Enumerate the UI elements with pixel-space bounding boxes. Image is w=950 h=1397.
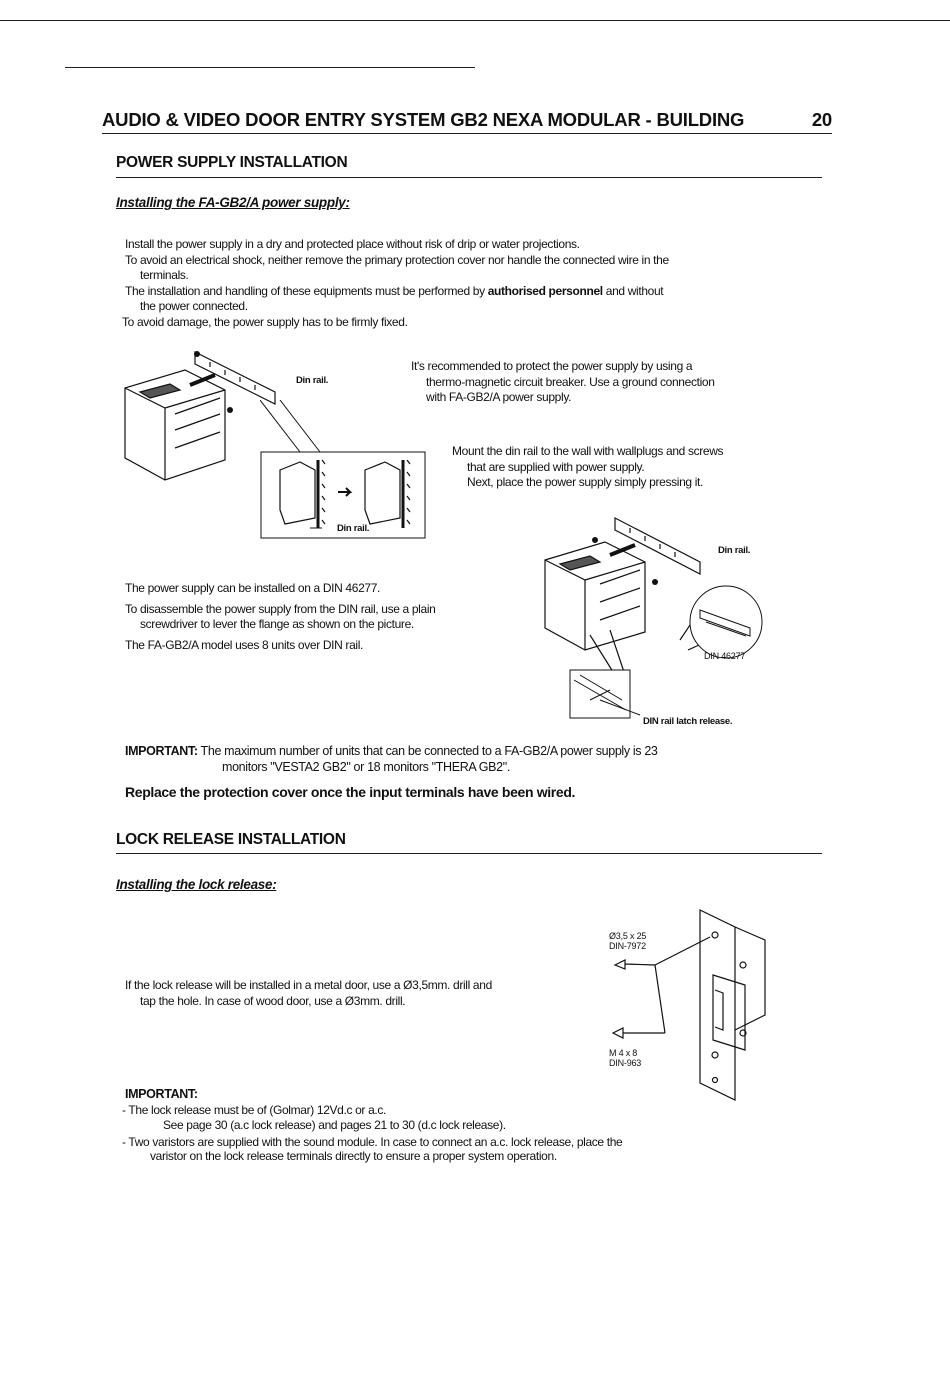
screw-label-1 [609, 931, 646, 951]
din-line-2: To disassemble the power supply from the DIN rail, use a plain [125, 601, 436, 616]
page-title-text: AUDIO & VIDEO DOOR ENTRY SYSTEM GB2 NEXA MODULAR - BUILDING [102, 109, 745, 130]
lock-important-line-2: See page 30 (a.c lock release) and pages 21 to 30 (d.c lock release). [163, 1118, 506, 1132]
mount-text [452, 444, 832, 491]
page-number: 20 [811, 109, 832, 130]
lock-release-subheading: Installing the lock release: [116, 877, 277, 892]
intro-line-2: To avoid an electrical shock, neither remove the primary protection cover nor handle the connected wire in the [125, 252, 669, 267]
screw-label-2a: M 4 x 8 [609, 1048, 638, 1058]
power-important-line-1: The maximum number of units that can be connected to a FA-GB2/A power supply is 23 [197, 744, 658, 758]
top-border-line [0, 20, 950, 21]
drill-line-2: tap the hole. In case of wood door, use a Ø3mm. drill. [140, 993, 406, 1008]
drill-line-1: If the lock release will be installed in a metal door, use a Ø3,5mm. drill and [125, 978, 492, 992]
din-text [125, 581, 525, 653]
screw-label-2b: DIN-963 [609, 1058, 642, 1068]
lock-release-heading-rule [116, 853, 822, 854]
intro-line-2b: terminals. [140, 268, 189, 282]
recommend-line-3: with FA-GB2/A power supply. [426, 390, 572, 404]
mount-line-3: Next, place the power supply simply pressing it. [467, 475, 703, 489]
screw-label-1a: Ø3,5 x 25 [609, 931, 647, 941]
power-important-line-2: monitors "VESTA2 GB2" or 18 monitors "THERA GB2". [222, 759, 510, 774]
recommend-line-2: thermo-magnetic circuit breaker. Use a ground connection [426, 374, 715, 389]
din-line-2b: screwdriver to lever the flange as shown on the picture. [140, 617, 414, 631]
din-rail-latch-label: DIN rail latch release. [643, 716, 733, 727]
power-supply-heading-rule [116, 177, 822, 178]
header-short-line [65, 67, 475, 68]
intro-line-3c: and without [602, 283, 664, 298]
intro-line-1: Install the power supply in a dry and protected place without risk of drip or water projections. [125, 237, 580, 251]
screw-label-1b: DIN-7972 [609, 941, 646, 951]
din-rail-label-2: Din rail. [337, 523, 370, 534]
din-46277-label: DIN 46277 [704, 651, 746, 661]
din-line-1: The power supply can be installed on a DIN 46277. [125, 581, 381, 595]
power-supply-din-illustration [540, 510, 770, 725]
lock-important-label: IMPORTANT: [125, 1087, 198, 1101]
recommend-text [411, 359, 791, 406]
mount-line-2: that are supplied with power supply. [467, 459, 645, 474]
power-supply-intro [122, 237, 825, 330]
intro-line-3d: the power connected. [140, 299, 248, 313]
power-important [125, 744, 825, 775]
power-important-label: IMPORTANT: [125, 744, 198, 758]
intro-line-3a: The installation and handling of these equipments must be performed by [125, 283, 488, 298]
intro-line-4: To avoid damage, the power supply has to be firmly fixed. [122, 314, 408, 329]
lock-important-line-3: - Two varistors are supplied with the sound module. In case to connect an a.c. lock release, place the [122, 1134, 623, 1149]
power-supply-subheading: Installing the FA-GB2/A power supply: [116, 195, 350, 210]
page-title [102, 109, 832, 131]
din-rail-inset-illustration [260, 400, 426, 540]
lock-important [122, 1087, 825, 1165]
recommend-line-1: It's recommended to protect the power supply by using a [411, 359, 693, 373]
din-rail-label-1: Din rail. [296, 375, 329, 386]
intro-authorised: authorised personnel [487, 283, 603, 298]
lock-release-heading: LOCK RELEASE INSTALLATION [116, 831, 346, 848]
mount-line-1: Mount the din rail to the wall with wallplugs and screws [452, 444, 724, 458]
power-supply-heading: POWER SUPPLY INSTALLATION [116, 154, 348, 171]
lock-important-line-1: - The lock release must be of (Golmar) 12Vd.c or a.c. [122, 1102, 387, 1117]
lock-important-line-4: varistor on the lock release terminals directly to ensure a proper system operation. [150, 1149, 557, 1163]
replace-cover-note: Replace the protection cover once the input terminals have been wired. [125, 784, 576, 800]
title-underline [102, 133, 832, 134]
din-rail-label-3: Din rail. [718, 545, 751, 556]
screw-label-2 [609, 1048, 641, 1068]
din-line-3: The FA-GB2/A model uses 8 units over DIN rail. [125, 637, 364, 652]
drill-text [125, 978, 595, 1009]
